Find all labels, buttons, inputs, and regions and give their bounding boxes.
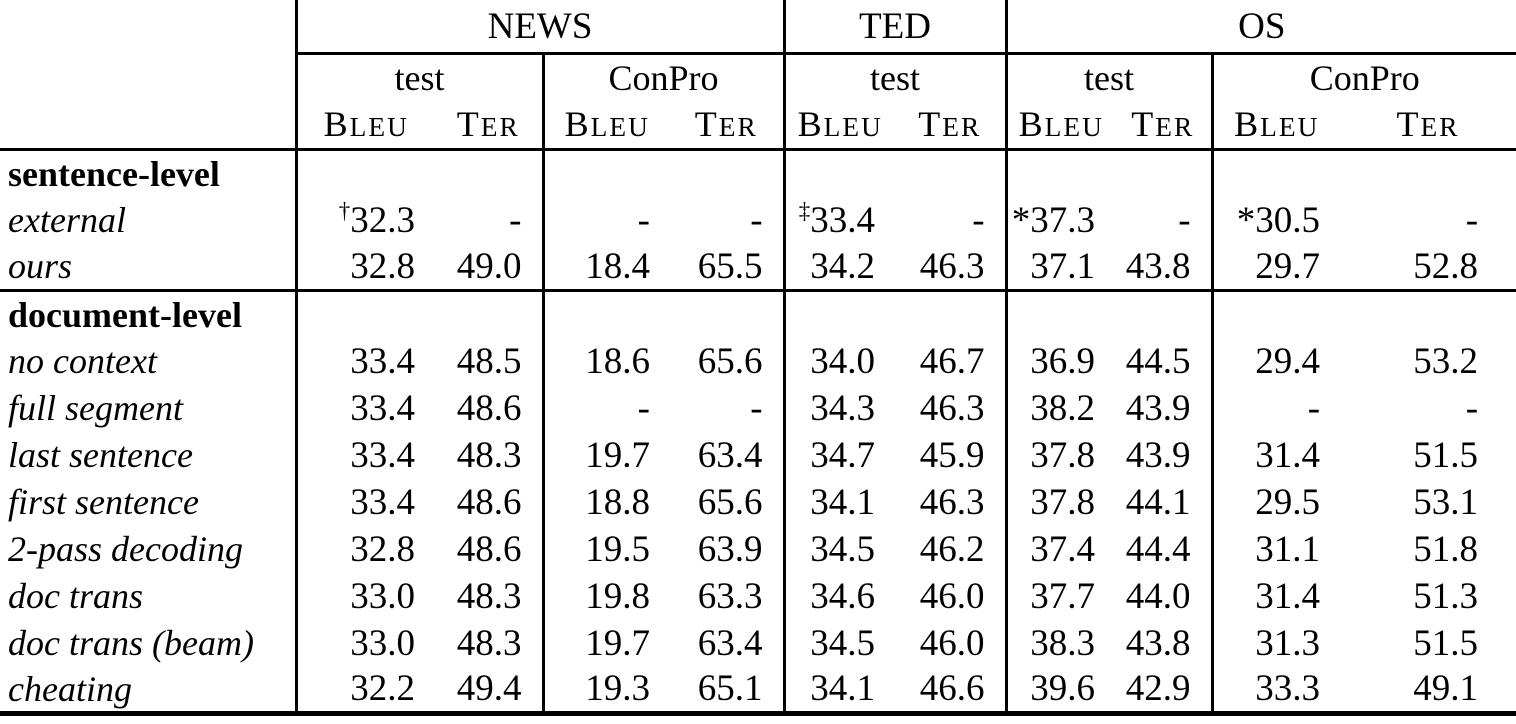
value-cell: 63.4 [697,622,763,664]
empty-cell [543,150,670,197]
value-cell: 34.1 [784,667,895,714]
row-label: full segment [0,385,296,432]
subgroup-ted-test: test [784,54,1006,101]
table-row [0,338,1516,385]
value-cell: 48.6 [456,387,522,429]
empty-cell [543,291,670,338]
section-label: sentence-level [0,150,296,197]
value-cell: 51.5 [1413,622,1479,664]
value-cell: 18.6 [543,338,670,385]
value-cell: 19.7 [543,432,670,479]
value-cell: 48.3 [456,622,522,664]
value-cell: 33.4 [350,340,415,382]
value-cell: 19.7 [543,620,670,667]
value-cell: *37.3 [1006,197,1115,244]
value-cell: 19.8 [543,573,670,620]
value-cell: 44.0 [1125,575,1191,617]
value-cell: 51.8 [1413,528,1479,570]
value-cell: - [750,199,763,241]
metric-bleu: BLEU [543,100,670,150]
value-cell: 65.5 [670,244,784,291]
value-cell: 46.3 [919,387,985,429]
value-cell: 65.6 [697,481,763,523]
value-cell: 44.4 [1125,528,1191,570]
empty-cell [1340,150,1516,197]
value-cell: 46.3 [895,244,1006,291]
metric-ter: TER [1115,100,1212,150]
value-cell: 37.4 [1006,526,1115,573]
table-row [0,573,1516,620]
empty-cell [670,150,784,197]
value-cell: - [750,387,763,429]
value-cell: 33.4 [350,434,415,476]
value-cell: 39.6 [1006,667,1115,714]
value-cell: 34.7 [784,432,895,479]
table-row [0,197,1516,244]
value-cell: - [1212,385,1340,432]
empty-cell [895,150,1006,197]
value-cell: 48.6 [456,481,522,523]
value-cell: 18.8 [543,479,670,526]
value-cell: - [1465,199,1479,241]
value-cell: 53.2 [1413,340,1479,382]
value-cell: *30.5 [1212,197,1340,244]
metric-bleu: BLEU [296,100,435,150]
empty-cell [1340,291,1516,338]
value-cell: 46.0 [919,575,985,617]
row-label: doc trans [0,573,296,620]
value-cell: 37.1 [1006,244,1115,291]
metric-bleu: BLEU [1212,100,1340,150]
value-cell: 32.2 [296,667,435,714]
value-cell: - [543,197,670,244]
value-cell: 48.3 [456,434,522,476]
value-cell: 33.0 [350,622,415,664]
value-cell: 19.5 [543,526,670,573]
value-cell: 32.8 [350,528,415,570]
empty-cell [435,150,543,197]
value-cell: 18.4 [543,244,670,291]
value-cell: 31.1 [1212,526,1340,573]
value-cell: 37.8 [1006,432,1115,479]
value-cell: - [972,199,985,241]
value-cell: - [1178,199,1191,241]
value-cell: 46.0 [919,622,985,664]
value-cell: 48.5 [456,340,522,382]
table-row [0,667,1516,714]
value-cell: 33.4 [350,481,415,523]
value-cell: - [1465,387,1479,429]
value-cell: 43.9 [1125,434,1191,476]
value-cell: 51.5 [1413,434,1479,476]
subgroup-news-test: test [394,57,445,98]
empty-cell [1115,150,1212,197]
value-cell: 31.4 [1212,573,1340,620]
value-cell: 36.9 [1006,338,1115,385]
row-label: external [0,197,296,244]
value-cell: 46.2 [919,528,985,570]
value-cell: 49.1 [1340,667,1516,714]
empty-cell [784,150,895,197]
value-cell: 48.6 [456,528,522,570]
value-cell: 52.8 [1340,244,1516,291]
value-cell: 31.3 [1212,620,1340,667]
empty-cell [1006,291,1115,338]
section-header-row [0,291,1516,338]
value-cell: 46.7 [919,340,985,382]
value-cell: 51.3 [1413,575,1479,617]
value-cell: 38.3 [1006,620,1115,667]
metric-ter: TER [895,100,1006,150]
value-cell: 34.1 [784,479,895,526]
subgroup-news-conpro: ConPro [543,54,784,101]
value-cell: 34.5 [784,620,895,667]
subgroup-os-conpro: ConPro [1212,54,1516,101]
row-label: first sentence [0,479,296,526]
metric-bleu: BLEU [1006,100,1115,150]
value-cell: 38.2 [1006,385,1115,432]
empty-cell [1212,150,1340,197]
value-cell: 34.6 [784,573,895,620]
empty-cell [1212,291,1340,338]
value-cell: 34.3 [784,385,895,432]
value-cell: 32.8 [296,244,435,291]
value-cell: 33.4 [350,387,415,429]
value-cell: ‡33.4 [784,197,895,244]
col-group-news: NEWS [296,0,784,54]
metric-bleu: BLEU [784,100,895,150]
empty-cell [435,291,543,338]
table-body [0,150,1516,714]
value-cell: 48.3 [456,575,522,617]
table-row [0,620,1516,667]
value-cell: †32.3 [338,198,415,241]
value-cell: 63.3 [697,575,763,617]
value-cell: - [509,199,522,241]
row-label: no context [0,338,296,385]
value-cell: 45.9 [919,434,985,476]
value-cell: 43.8 [1125,622,1191,664]
table-row [0,385,1516,432]
table-row [0,432,1516,479]
table-row [0,479,1516,526]
value-cell: 29.4 [1212,338,1340,385]
empty-cell [895,291,1006,338]
empty-cell [784,291,895,338]
value-cell: 53.1 [1413,481,1479,523]
empty-cell [296,150,435,197]
value-cell: 29.5 [1212,479,1340,526]
metric-ter: TER [435,100,543,150]
col-group-os: OS [1006,0,1516,54]
value-cell: 46.6 [895,667,1006,714]
value-cell: 65.1 [670,667,784,714]
empty-cell [296,291,435,338]
value-cell: 29.7 [1212,244,1340,291]
value-cell: 43.8 [1115,244,1212,291]
value-cell: - [543,385,670,432]
value-cell: 37.7 [1006,573,1115,620]
empty-cell [1006,150,1115,197]
value-cell: 63.4 [697,434,763,476]
empty-cell [1115,291,1212,338]
value-cell: 34.2 [784,244,895,291]
row-label: last sentence [0,432,296,479]
value-cell: 46.3 [919,481,985,523]
value-cell: 65.6 [697,340,763,382]
value-cell: 34.0 [784,338,895,385]
value-cell: 37.8 [1006,479,1115,526]
value-cell: 19.3 [543,667,670,714]
table-row [0,526,1516,573]
value-cell: 63.9 [697,528,763,570]
metric-ter: TER [670,100,784,150]
value-cell: 42.9 [1115,667,1212,714]
row-label: ours [0,244,296,291]
value-cell: 34.5 [784,526,895,573]
corner-cell [0,0,296,150]
metric-ter: TER [1340,100,1516,150]
value-cell: 33.3 [1212,667,1340,714]
value-cell: 44.1 [1125,481,1191,523]
value-cell: 44.5 [1125,340,1191,382]
footnote-marker: ‡ [798,198,811,224]
row-label: doc trans (beam) [0,620,296,667]
section-header-row [0,150,1516,197]
col-group-ted: TED [784,0,1006,54]
value-cell: 33.0 [350,575,415,617]
row-label: cheating [0,667,296,714]
group-header-row [0,0,1516,54]
row-label: 2-pass decoding [0,526,296,573]
table-row [0,244,1516,291]
empty-cell [670,291,784,338]
subgroup-os-test: test [1006,54,1212,101]
value-cell: 43.9 [1125,387,1191,429]
section-label: document-level [0,291,296,338]
value-cell: 31.4 [1212,432,1340,479]
footnote-marker: † [338,198,351,224]
value-cell: 49.4 [435,667,543,714]
value-cell: 49.0 [435,244,543,291]
